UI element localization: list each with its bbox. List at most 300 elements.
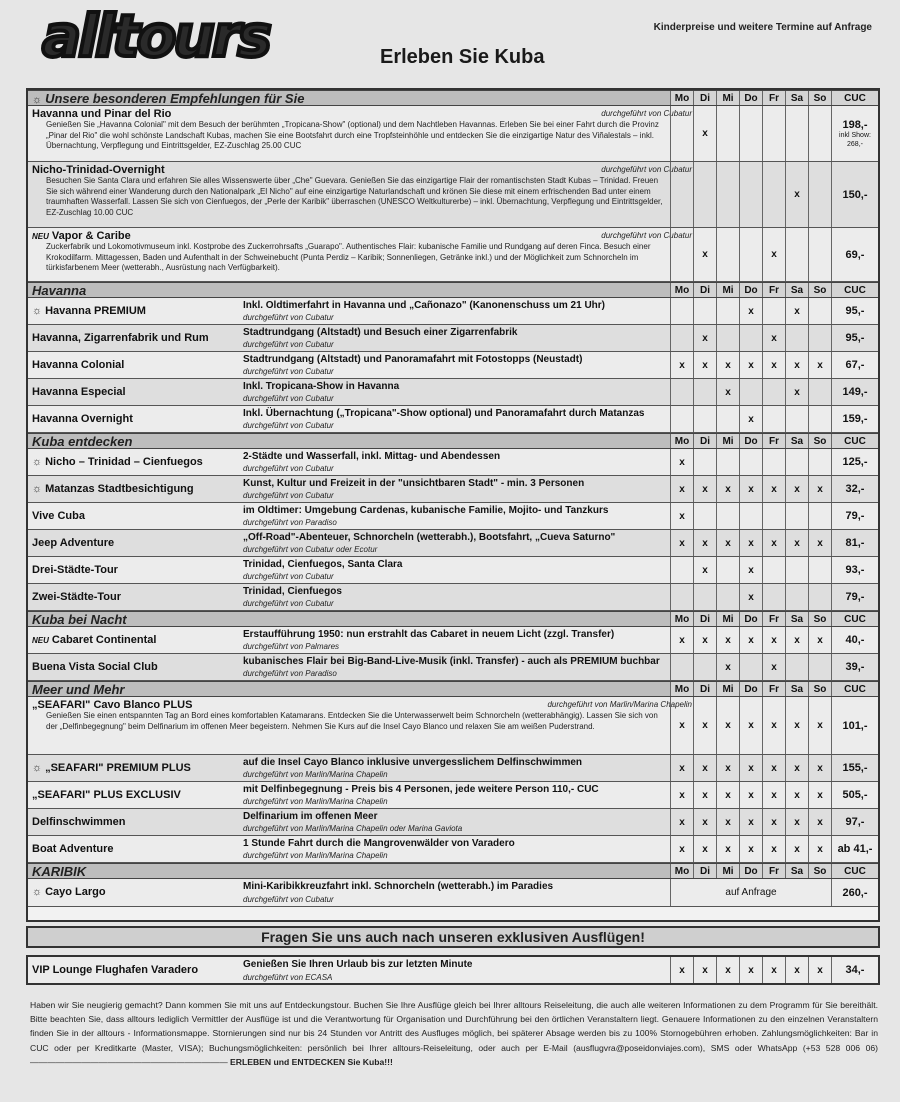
day-cell-mi: x: [716, 379, 739, 405]
day-header-mi: Mi: [716, 682, 739, 696]
day-header-mo: Mo: [670, 612, 693, 626]
excursion-name: [32, 661, 158, 673]
day-cell-mi: x: [716, 836, 739, 862]
day-cell-mi: [716, 325, 739, 351]
day-cell-sa: x: [785, 836, 808, 862]
day-cell-sa: [785, 584, 808, 610]
operator-note: durchgeführt von Cubatur: [243, 464, 334, 473]
day-cell-so: [808, 584, 831, 610]
table-row: [28, 530, 878, 557]
day-header-fr: Fr: [762, 612, 785, 626]
table-row: [28, 584, 878, 611]
table-row: [28, 325, 878, 352]
day-header-do: Do: [739, 864, 762, 878]
day-cell-so: [808, 162, 831, 227]
excursion-description: „Off-Road"-Abenteuer, Schnorcheln (wetterabh.), Bootsfahrt, „Cueva Saturno": [243, 532, 616, 543]
price-header: CUC: [831, 682, 878, 696]
excursion-description: Kunst, Kultur und Freizeit in der "unsichtbaren Stadt" - min. 3 Personen: [243, 478, 585, 489]
price-cell: [831, 503, 878, 529]
day-cell-mo: x: [670, 449, 693, 475]
footer-text: [30, 998, 878, 1069]
excursion-name-text: Buena Vista Social Club: [32, 660, 158, 673]
excursion-name: [32, 591, 121, 603]
operator-note: durchgeführt von Marlin/Marina Chapelin: [243, 770, 388, 779]
day-header-so: So: [808, 283, 831, 297]
day-header-fr: Fr: [762, 434, 785, 448]
excursion-name-text: Jeep Adventure: [32, 536, 115, 549]
section-title-text: Kuba entdecken: [32, 434, 133, 449]
excursion-name: [32, 564, 118, 576]
day-cell-mi: [716, 503, 739, 529]
day-cell-di: x: [693, 530, 716, 556]
operator-note: durchgeführt von Cubatur: [243, 340, 334, 349]
day-cell-fr: x: [762, 627, 785, 653]
day-cell-fr: x: [762, 836, 785, 862]
excursion-name: [32, 510, 85, 522]
day-header-mo: Mo: [670, 864, 693, 878]
sun-icon: ☼: [32, 886, 43, 898]
day-cell-so: x: [808, 627, 831, 653]
header-note: Kinderpreise und weitere Termine auf Anfrage: [653, 22, 872, 33]
price-cell: [831, 352, 878, 378]
day-cell-mo: x: [670, 809, 693, 835]
day-cell-do: [739, 228, 762, 281]
day-cell-do: [739, 379, 762, 405]
sun-icon: ☼: [32, 304, 43, 317]
excursion-name-text: Zwei-Städte-Tour: [32, 590, 122, 603]
day-cell-fr: x: [762, 755, 785, 781]
price-cell: [831, 654, 878, 680]
excursion-name: [32, 816, 126, 828]
day-cell-do: x: [739, 836, 762, 862]
day-cell-do: [739, 654, 762, 680]
day-cell-so: [808, 406, 831, 432]
day-header-mo: Mo: [670, 682, 693, 696]
new-badge: NEU: [32, 635, 49, 645]
excursion-name-text: Boat Adventure: [32, 842, 114, 855]
price-value: 32,-: [845, 483, 865, 495]
day-cell-mo: x: [670, 352, 693, 378]
day-cell-mo: x: [670, 957, 693, 983]
section-title: [32, 612, 127, 627]
day-cell-mo: x: [670, 627, 693, 653]
day-cell-mo: [670, 654, 693, 680]
excursion-name: [32, 386, 126, 398]
table-row: [28, 228, 878, 282]
price-header: CUC: [831, 864, 878, 878]
excursion-name-text: Matanzas Stadtbesichtigung: [45, 482, 194, 495]
day-cell-sa: [785, 557, 808, 583]
section-header-2: [28, 433, 878, 449]
day-cell-di: [693, 449, 716, 475]
section-header-4: [28, 681, 878, 697]
footer-body: Haben wir Sie neugierig gemacht? Dann kommen Sie mit uns auf Entdeckungstour. Buchen Sie Ihre Ausflüge gleich bei Ihrer alltours Reiseleitung, die auch alle weiteren Informationen zu dem Programm für Sie bereithält. Bitte beachten Sie, dass alltours lediglich Vermittler der Ausflüge ist und die Verantwortung für Organisation und Durchführung bei den örtlichen Veranstaltern liegt. Genauere Informationen zu den einzelnen Veranstaltern finden Sie in der alltours - Informationsmappe. Stornierungen sind nur bis 24 Stunden vor Antritt des Ausfluges möglich, bei späterer Absage werden bis zu 100% Stornogebühren erhoben. Zahlungsmöglichkeiten: Bar in CUC oder per Kreditkarte (Master, VISA); Buchungsmöglichkeiten: persönlich bei Ihrer alltours-Reiseleitung, oder auch per E-Mail (ausflugvra@poseidonviajes.com), SMS oder WhatsApp (+53 528 006 06) ———————————————————————: [30, 1000, 878, 1067]
day-cell-sa: x: [785, 162, 808, 227]
day-cell-di: x: [693, 755, 716, 781]
day-cell-di: x: [693, 627, 716, 653]
operator-note: durchgeführt von Marlin/Marina Chapelin oder Marina Gaviota: [243, 824, 463, 833]
day-cell-so: x: [808, 697, 831, 754]
table-row: [28, 476, 878, 503]
excursion-description: Trinidad, Cienfuegos, Santa Clara: [243, 559, 403, 570]
day-cell-fr: x: [762, 228, 785, 281]
price-value: 198,-: [842, 118, 868, 131]
table-row: [28, 755, 878, 782]
day-cell-fr: [762, 379, 785, 405]
day-cell-di: x: [693, 557, 716, 583]
day-cell-so: x: [808, 836, 831, 862]
day-cell-di: [693, 584, 716, 610]
day-header-so: So: [808, 434, 831, 448]
price-value: 155,-: [842, 762, 868, 774]
day-header-mo: Mo: [670, 283, 693, 297]
excursion-description: Inkl. Tropicana-Show in Havanna: [243, 381, 400, 392]
excursion-name-text: Havanna, Zigarrenfabrik und Rum: [32, 331, 209, 344]
excursion-name: [32, 886, 106, 898]
day-cell-fr: [762, 162, 785, 227]
day-cell-mo: x: [670, 782, 693, 808]
day-cell-di: x: [693, 352, 716, 378]
day-cell-fr: x: [762, 530, 785, 556]
price-value: 79,-: [845, 591, 865, 603]
operator-note: durchgeführt von Marlin/Marina Chapelin: [243, 797, 388, 806]
excursion-description: Zuckerfabrik und Lokomotivmuseum inkl. Kostprobe des Zuckerrohrsafts „Guarapo". Authentisches Flair: kubanische Familie und Rundgang auf deren Finca. Besuch einer Krokodilfarm. Mittagessen, Baden und Aufenthalt in der Schweinebucht (Punta Perdiz – Karibik; Sonnenliegen, Getränke inkl.) und der Möglichkeit zum Schnorcheln im türkisfarbenem Meer (wetterabh., Ausrüstung nach Verfügbarkeit).: [46, 242, 651, 272]
day-header-di: Di: [693, 864, 716, 878]
day-header-do: Do: [739, 612, 762, 626]
price-cell: [831, 557, 878, 583]
day-header-fr: Fr: [762, 682, 785, 696]
day-cell-do: [739, 449, 762, 475]
day-cell-fr: x: [762, 352, 785, 378]
day-cell-mo: x: [670, 503, 693, 529]
excursion-description: Genießen Sie einen entspannten Tag an Bord eines komfortablen Katamarans. Entdecken Sie die Unterwasserwelt beim Schnorcheln (wetterabhängig). Lassen Sie sich von der „Delfinbegegnung" beim Delfinarium im offenen Meer begeistern. Nehmen Sie Kurs auf die Insel Cayo Blanco und relaxen Sie am weißen Puderstrand.: [46, 711, 658, 731]
excursion-name: [32, 332, 209, 344]
day-cell-mi: [716, 162, 739, 227]
excursion-name: [32, 762, 191, 774]
day-cell-sa: x: [785, 809, 808, 835]
section-header-1: [28, 282, 878, 298]
excursion-name-text: Nicho – Trinidad – Cienfuegos: [45, 455, 203, 468]
excursion-description: mit Delfinbegegnung - Preis bis 4 Personen, jede weitere Person 110,- CUC: [243, 784, 599, 795]
day-cell-fr: x: [762, 476, 785, 502]
price-note: inkl Show: 268,-: [839, 131, 871, 148]
operator-note: durchgeführt von Cubatur: [243, 313, 334, 322]
excursion-name-text: Delfinschwimmen: [32, 815, 126, 828]
price-cell: 34,-: [831, 957, 878, 983]
day-cell-mi: x: [716, 957, 739, 983]
price-cell: [831, 584, 878, 610]
day-cell-so: x: [808, 755, 831, 781]
table-row: [28, 879, 878, 907]
table-row: [28, 654, 878, 681]
day-header-mo: Mo: [670, 434, 693, 448]
day-cell-sa: x: [785, 530, 808, 556]
section-title: [32, 434, 132, 449]
day-header-fr: Fr: [762, 864, 785, 878]
price-value: 93,-: [845, 564, 865, 576]
exclusive-excursions-banner: Fragen Sie uns auch nach unseren exklusiven Ausflügen!: [26, 926, 880, 948]
price-value: 149,-: [842, 386, 868, 398]
excursion-name: [32, 230, 131, 242]
day-cell-mi: x: [716, 697, 739, 754]
price-cell: [831, 298, 878, 324]
table-row: [28, 782, 878, 809]
day-cell-mo: [670, 557, 693, 583]
operator-note: durchgeführt von Cubatur: [243, 421, 334, 430]
day-cell-sa: x: [785, 697, 808, 754]
table-row: [28, 379, 878, 406]
day-cell-mo: [670, 298, 693, 324]
day-cell-do: x: [739, 406, 762, 432]
day-header-di: Di: [693, 682, 716, 696]
day-cell-mi: [716, 106, 739, 161]
on-request: auf Anfrage: [670, 879, 831, 906]
day-cell-fr: [762, 406, 785, 432]
operator-note: durchgeführt von Marlin/Marina Chapelin: [243, 851, 388, 860]
excursion-name-text: „SEAFARI" Cavo Blanco PLUS: [32, 699, 193, 711]
price-value: 40,-: [845, 634, 865, 646]
section-header-0: [28, 90, 878, 106]
price-cell: [831, 228, 878, 281]
day-header-so: So: [808, 612, 831, 626]
day-cell-sa: x: [785, 627, 808, 653]
day-cell-fr: [762, 503, 785, 529]
sun-icon: ☼: [32, 94, 43, 106]
day-cell-mo: [670, 228, 693, 281]
section-header-3: [28, 611, 878, 627]
sun-icon: ☼: [32, 482, 43, 495]
day-cell-mi: [716, 298, 739, 324]
table-row: [28, 298, 878, 325]
section-title-text: Havanna: [32, 283, 87, 298]
excursion-name: [32, 537, 114, 549]
day-header-sa: Sa: [785, 91, 808, 105]
excursion-description: auf die Insel Cayo Blanco inklusive unvergesslichem Delfinschwimmen: [243, 757, 582, 768]
day-cell-fr: [762, 298, 785, 324]
price-cell: [831, 449, 878, 475]
day-cell-sa: x: [785, 379, 808, 405]
day-header-mi: Mi: [716, 91, 739, 105]
section-title-text: Unsere besonderen Empfehlungen für Sie: [45, 91, 305, 106]
day-cell-so: x: [808, 809, 831, 835]
day-cell-so: [808, 449, 831, 475]
day-cell-so: x: [808, 782, 831, 808]
day-cell-mi: x: [716, 627, 739, 653]
day-cell-mo: x: [670, 476, 693, 502]
table-row: [28, 697, 878, 755]
price-cell: [831, 106, 878, 161]
excursion-name: [32, 699, 192, 711]
excursion-description: Genießen Sie Ihren Urlaub bis zur letzten Minute: [243, 959, 473, 970]
excursion-name-text: Havanna PREMIUM: [45, 304, 146, 317]
excursion-description: kubanisches Flair bei Big-Band-Live-Musik (inkl. Transfer) - auch als PREMIUM buchbar: [243, 656, 660, 667]
price-value: 81,-: [845, 537, 865, 549]
operator-note: durchgeführt von Cubatur: [243, 394, 334, 403]
day-cell-so: x: [808, 530, 831, 556]
price-cell: [831, 755, 878, 781]
operator-note: durchgeführt von Cubatur: [243, 895, 334, 904]
operator-note: durchgeführt von Cubatur: [243, 491, 334, 500]
price-header: CUC: [831, 612, 878, 626]
day-header-do: Do: [739, 434, 762, 448]
day-cell-do: x: [739, 627, 762, 653]
excursion-name: [32, 789, 181, 801]
day-header-mi: Mi: [716, 434, 739, 448]
day-header-sa: Sa: [785, 283, 808, 297]
day-cell-di: x: [693, 476, 716, 502]
day-cell-fr: [762, 449, 785, 475]
price-value: 95,-: [845, 305, 865, 317]
excursion-name-text: Havanna Overnight: [32, 412, 133, 425]
page-title: Erleben Sie Kuba: [380, 46, 545, 68]
excursion-name: VIP Lounge Flughafen Varadero: [32, 964, 199, 976]
price-value: 505,-: [842, 789, 868, 801]
day-cell-fr: [762, 106, 785, 161]
day-cell-mi: x: [716, 530, 739, 556]
excursion-description: Trinidad, Cienfuegos: [243, 586, 342, 597]
day-header-do: Do: [739, 91, 762, 105]
day-cell-di: x: [693, 106, 716, 161]
operator-note: durchgeführt von Paradiso: [243, 669, 337, 678]
price-value: ab 41,-: [837, 843, 873, 855]
day-cell-di: x: [693, 836, 716, 862]
excursion-description: Erstaufführung 1950: nun erstrahlt das Cabaret in neuem Licht (zzgl. Transfer): [243, 629, 615, 640]
excursion-description: Stadtrundgang (Altstadt) und Panoramafahrt mit Fotostopps (Neustadt): [243, 354, 583, 365]
section-header-5: [28, 863, 878, 879]
excursion-name: [32, 413, 133, 425]
day-cell-mo: [670, 162, 693, 227]
day-cell-so: [808, 298, 831, 324]
day-cell-sa: x: [785, 957, 808, 983]
day-cell-di: x: [693, 325, 716, 351]
day-header-do: Do: [739, 682, 762, 696]
day-cell-so: [808, 228, 831, 281]
day-header-mi: Mi: [716, 864, 739, 878]
day-cell-do: x: [739, 584, 762, 610]
day-cell-mi: x: [716, 654, 739, 680]
day-cell-mi: x: [716, 352, 739, 378]
day-cell-so: [808, 654, 831, 680]
day-cell-di: [693, 298, 716, 324]
table-row: [28, 503, 878, 530]
excursion-description: Besuchen Sie Santa Clara und erfahren Sie alles Wissenswerte über „Che" Guevara. Genießen Sie das einzigartige Flair der romantischsten Stadt Kubas – Trinidad. Freuen Sie sich während einer Wanderung durch den Nationalpark „El Nicho" auf eine einzigartige Naturlandschaft und krönen Sie diese mit einem erfrischenden Bad unter einem traumhaften Wasserfall. Lassen Sie sich von Cienfuegos, der „Perle der Karibik" überraschen (UNESCO Weltkulturerbe) – inkl. Übernachtung, Verpflegung und Eintrittsgelder, EZ-Zuschlag 10.00 CUC: [46, 176, 663, 217]
price-header: CUC: [831, 434, 878, 448]
day-cell-sa: x: [785, 352, 808, 378]
day-cell-do: [739, 503, 762, 529]
day-cell-do: x: [739, 957, 762, 983]
day-cell-do: [739, 106, 762, 161]
operator-note: durchgeführt von Cubatur: [601, 231, 692, 240]
excursion-name-text: Cabaret Continental: [51, 633, 157, 646]
price-cell: [831, 406, 878, 432]
price-cell: [831, 809, 878, 835]
excursion-table: [26, 88, 880, 922]
day-cell-mi: [716, 449, 739, 475]
excursion-name: [32, 305, 146, 317]
day-header-fr: Fr: [762, 283, 785, 297]
day-cell-di: [693, 162, 716, 227]
day-cell-mo: [670, 584, 693, 610]
operator-note: durchgeführt von Cubatur oder Ecotur: [243, 545, 378, 554]
day-header-so: So: [808, 682, 831, 696]
excursion-description: Genießen Sie „Havanna Colonial" mit dem Besuch der berühmten „Tropicana-Show" (optional) und dem Nachtleben Havannas. Erleben Sie bei einer Fahrt durch die Provinz „Pinar del Rio" die wohl schönste Landschaft Kubas, machen Sie eine Bootsfahrt durch eine Tropfsteinhöhle und entdecken Sie die einzigartige Natur des Viñalestals – inkl. Übernachtung, Verpflegung und Eintrittsgelder, EZ-Zuschlag 25.00 CUC: [46, 120, 659, 150]
section-title: [32, 864, 86, 879]
day-cell-mi: x: [716, 755, 739, 781]
operator-note: durchgeführt von Marlin/Marina Chapelin: [547, 700, 692, 709]
day-cell-di: x: [693, 228, 716, 281]
vip-lounge-row: [26, 955, 880, 985]
day-cell-sa: [785, 325, 808, 351]
day-header-sa: Sa: [785, 864, 808, 878]
day-cell-di: x: [693, 697, 716, 754]
excursion-name-text: Nicho-Trinidad-Overnight: [32, 164, 165, 176]
day-cell-sa: [785, 449, 808, 475]
excursion-name-text: Drei-Städte-Tour: [32, 563, 118, 576]
table-row: [28, 106, 878, 162]
operator-note: durchgeführt von ECASA: [243, 973, 333, 982]
price-cell: [831, 627, 878, 653]
day-cell-do: x: [739, 697, 762, 754]
section-title-text: KARIBIK: [32, 864, 87, 879]
section-title: [32, 682, 124, 697]
excursion-description: Stadtrundgang (Altstadt) und Besuch einer Zigarrenfabrik: [243, 327, 518, 338]
excursion-description: Inkl. Übernachtung („Tropicana"-Show optional) und Panoramafahrt durch Matanzas: [243, 408, 645, 419]
price-value: 150,-: [842, 188, 868, 201]
day-cell-sa: [785, 406, 808, 432]
day-cell-so: x: [808, 476, 831, 502]
day-cell-mo: [670, 406, 693, 432]
day-cell-do: x: [739, 352, 762, 378]
footer-slogan: ERLEBEN und ENTDECKEN Sie Kuba!!!: [230, 1056, 393, 1067]
table-row: [28, 406, 878, 433]
day-cell-mo: [670, 379, 693, 405]
operator-note: durchgeführt von Cubatur: [601, 109, 692, 118]
day-header-do: Do: [739, 283, 762, 297]
excursion-name-text: Vive Cuba: [32, 509, 85, 522]
price-cell: [831, 530, 878, 556]
excursion-description: Mini-Karibikkreuzfahrt inkl. Schnorcheln (wetterabh.) im Paradies: [243, 881, 554, 892]
operator-note: durchgeführt von Cubatur: [243, 572, 334, 581]
excursion-description: im Oldtimer: Umgebung Cardenas, kubanische Familie, Mojito- und Tanzkurs: [243, 505, 609, 516]
day-header-fr: Fr: [762, 91, 785, 105]
day-cell-mi: x: [716, 782, 739, 808]
day-cell-di: x: [693, 782, 716, 808]
price-cell: [831, 379, 878, 405]
operator-note: durchgeführt von Cubatur: [243, 367, 334, 376]
price-value: 260,-: [842, 886, 868, 899]
day-header-di: Di: [693, 91, 716, 105]
day-cell-mi: x: [716, 809, 739, 835]
section-title-text: Meer und Mehr: [32, 682, 125, 697]
day-header-mi: Mi: [716, 283, 739, 297]
day-cell-mi: [716, 584, 739, 610]
day-cell-do: x: [739, 809, 762, 835]
operator-note: durchgeführt von Cubatur: [243, 599, 334, 608]
day-cell-do: x: [739, 530, 762, 556]
table-row: [28, 627, 878, 654]
table-row: [28, 557, 878, 584]
price-value: 79,-: [845, 510, 865, 522]
day-header-so: So: [808, 864, 831, 878]
day-cell-mi: [716, 406, 739, 432]
day-cell-so: [808, 503, 831, 529]
day-cell-mo: x: [670, 697, 693, 754]
day-header-sa: Sa: [785, 612, 808, 626]
day-cell-mi: x: [716, 476, 739, 502]
price-cell: [831, 325, 878, 351]
day-header-mo: Mo: [670, 91, 693, 105]
day-cell-sa: [785, 654, 808, 680]
